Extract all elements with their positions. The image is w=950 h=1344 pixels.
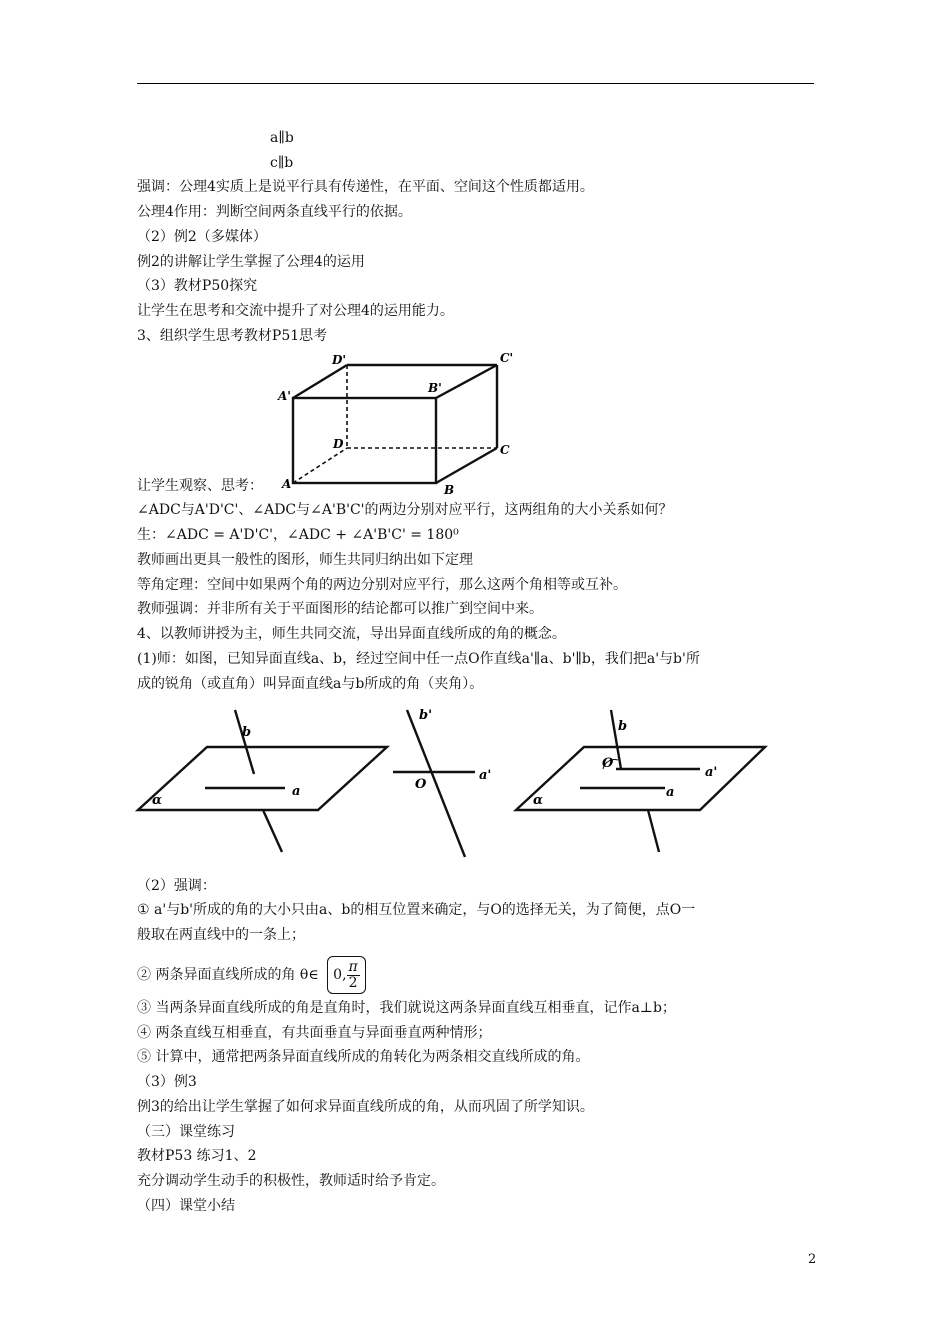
text-line: 生：∠ADC = A'D'C'，∠ADC + ∠A'B'C' = 180⁰ [137, 527, 459, 543]
text-line: （3）教材P50探究 [137, 278, 258, 294]
text-line: 教师强调：并非所有关于平面图形的结论都可以推广到空间中来。 [137, 601, 543, 617]
text-line: 成的锐角（或直角）叫异面直线a与b所成的角（夹角）。 [137, 676, 484, 692]
text-line: （三）课堂练习 [137, 1124, 235, 1140]
interval-left: 0, [333, 967, 347, 983]
fig-label-b: b [618, 719, 628, 734]
angle-range-line [137, 956, 366, 994]
text-line: 让学生在思考和交流中提升了对公理4的运用能力。 [137, 303, 454, 319]
text-line: 充分调动学生动手的积极性，教师适时给予肯定。 [137, 1173, 445, 1189]
text-line: 等角定理：空间中如果两个角的两边分别对应平行，那么这两个角相等或互补。 [137, 577, 627, 593]
text-line: （2）强调： [137, 878, 216, 894]
fig-label-a-prime: a' [705, 765, 718, 780]
skew-lines-figure [135, 700, 825, 865]
text-line: 般取在两直线中的一条上； [137, 927, 305, 943]
text-line: 教材P53 练习1、2 [137, 1148, 257, 1164]
fig-label-O: O [602, 756, 614, 771]
text-line: 3、组织学生思考教材P51思考 [137, 328, 328, 344]
fig-label-a: a [292, 784, 301, 799]
fraction-numerator: π [348, 958, 358, 975]
text-line: c∥b [270, 155, 294, 171]
text-line: 教师画出更具一般性的图形，师生共同归纳出如下定理 [137, 552, 473, 568]
label-A: A [282, 477, 292, 491]
text-line: 4、以教师讲授为主，师生共同交流，导出异面直线所成的角的概念。 [137, 626, 566, 642]
label-B: B [444, 483, 455, 496]
fig-label-O: O [415, 777, 427, 792]
pi-over-two [347, 960, 360, 991]
text-line: ① a'与b'所成的角的大小只由a、b的相互位置来确定，与O的选择无关，为了简便，点O一 [137, 902, 696, 918]
text-line: （3）例3 [137, 1074, 197, 1090]
fig-label-a: a [666, 785, 675, 800]
fig-label-b-prime: b' [419, 708, 433, 723]
interval-bracket [327, 956, 366, 994]
label-D: D [333, 437, 344, 451]
fig-label-alpha: α [533, 793, 544, 808]
fig-label-a-prime: a' [479, 768, 492, 783]
text-line: 例3的给出让学生掌握了如何求异面直线所成的角，从而巩固了所学知识。 [137, 1099, 594, 1115]
label-C-prime: C' [500, 351, 514, 365]
text-line: ④ 两条直线互相垂直，有共面垂直与异面垂直两种情形； [137, 1025, 492, 1041]
text-line: ③ 当两条异面直线所成的角是直角时，我们就说这两条异面直线互相垂直，记作a⊥b； [137, 1000, 676, 1016]
fraction-denominator: 2 [348, 974, 358, 991]
page-number: 2 [808, 1252, 817, 1267]
cuboid-figure [275, 348, 520, 496]
label-A-prime: A' [278, 389, 291, 403]
text-line: a∥b [270, 130, 294, 146]
fig-label-b: b [242, 725, 252, 740]
text-line: 例2的讲解让学生掌握了公理4的运用 [137, 254, 365, 270]
text-line: 公理4作用：判断空间两条直线平行的依据。 [137, 204, 412, 220]
fig-label-alpha: α [152, 793, 163, 808]
label-C: C [500, 443, 510, 457]
text-line: （2）例2（多媒体） [137, 229, 267, 245]
text-line: 强调：公理4实质上是说平行具有传递性，在平面、空间这个性质都适用。 [137, 179, 594, 195]
header-rule [137, 83, 814, 84]
text-line: 让学生观察、思考： [137, 478, 263, 494]
label-D-prime: D' [332, 353, 347, 367]
text-line: (1)师：如图，已知异面直线a、b，经过空间中任一点O作直线a'∥a、b'∥b，我们把a'与b'所 [137, 651, 700, 667]
text-line: ⑤ 计算中，通常把两条异面直线所成的角转化为两条相交直线所成的角。 [137, 1049, 590, 1065]
text-line: （四）课堂小结 [137, 1198, 235, 1214]
text-line: ② 两条异面直线所成的角 θ∈ [137, 967, 319, 983]
label-B-prime: B' [428, 381, 442, 395]
text-line: ∠ADC与A'D'C'、∠ADC与∠A'B'C'的两边分别对应平行，这两组角的大小关系如何？ [137, 502, 673, 518]
